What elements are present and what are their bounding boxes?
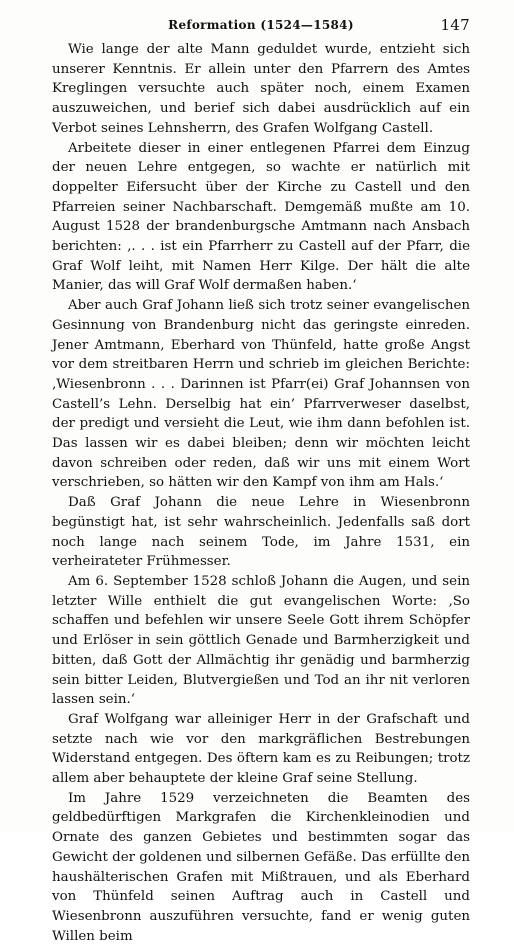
paragraph: Daß Graf Johann die neue Lehre in Wiesenbronn begünstigt hat, ist sehr wahrscheinlich. Jedenfalls saß dort noch lange nach seinem Tode, im Jahre 1531, ein verheirateter Frühmesser. xyxy=(52,495,470,570)
paragraph: Am 6. September 1528 schloß Johann die Augen, und sein letzter Wille enthielt die gut evangelischen Worte: ‚So schaffen und befehlen wir unsere Seele Gott ihrem Schöpfer und Erlöser in sein göttlich Genade und Barmherzigkeit und bitten, daß Gott der Allmächtig ihr genädig und barmherzig sein bitter Leiden, Blutvergießen und Tod an ihr nit verloren lassen sein.‘ xyxy=(52,573,470,708)
paragraph: Aber auch Graf Johann ließ sich trotz seiner evangelischen Gesinnung von Brandenburg nicht das geringste einreden. Jener Amtmann, Eberhard von Thünfeld, hatte große Angst vor dem streitbaren Herrn und schrieb im gleichen Berichte: ‚Wiesenbronn . . . Darinnen ist Pfarr(ei) Graf Johannsen von Castell’s Lehn. Derselbig hat ein’ Pfarrverweser daselbst, der predigt und versieht die Leut, wie ihm dann befohlen ist. Das lassen wir es dabei bleiben; denn wir möchten leicht davon schreiben oder reden, daß wir uns mit einem Wort verschrieben, so hätten wir den Kampf von ihm am Hals.‘ xyxy=(52,298,470,491)
paragraph: Im Jahre 1529 verzeichneten die Beamten des geldbedürftigen Markgrafen die Kirchenkleinodien und Ornate des ganzen Gebietes und bestimmten sogar das Gewicht der goldenen und silbernen Gefäße. Das erfüllte den haushälterischen Grafen mit Mißtrauen, und als Eberhard von Thünfeld seinen Auftrag auch in Castell und Wiesenbronn auszuführen versuchte, fand er wenig guten Willen beim xyxy=(52,790,470,944)
page-number: 147 xyxy=(440,16,470,34)
paragraph: Wie lange der alte Mann geduldet wurde, entzieht sich unserer Kenntnis. Er allein unter den Pfarrern des Amtes Kreglingen versuchte auch später noch, einem Examen auszuweichen, und berief sich dabei ausdrücklich auf ein Verbot seines Lehnsherrn, des Grafen Wolfgang Castell. xyxy=(52,42,470,136)
paragraph: Arbeitete dieser in einer entlegenen Pfarrei dem Einzug der neuen Lehre entgegen, so wachte er natürlich mit doppelter Eifersucht über der Kirche zu Castell und den Pfarreien seiner Nachbarschaft. Demgemäß mußte am 10. August 1528 der brandenburgsche Amtmann nach Ansbach berichten: ‚. . . ist ein Pfarrherr zu Castell auf der Pfarr, die Graf Wolf leiht, mit Namen Herr Kilge. Der hält die alte Manier, das will Graf Wolf dermaßen haben.‘ xyxy=(52,140,470,294)
paragraph: Graf Wolfgang war alleiniger Herr in der Grafschaft und setzte nach wie vor den markgräflichen Bestrebungen Widerstand entgegen. Des öftern kam es zu Reibungen; trotz allem aber behauptete der kleine Graf seine Stellung. xyxy=(52,711,470,787)
running-title: Reformation (1524—1584) xyxy=(168,18,354,32)
page-body xyxy=(52,40,470,946)
running-header xyxy=(52,14,470,38)
